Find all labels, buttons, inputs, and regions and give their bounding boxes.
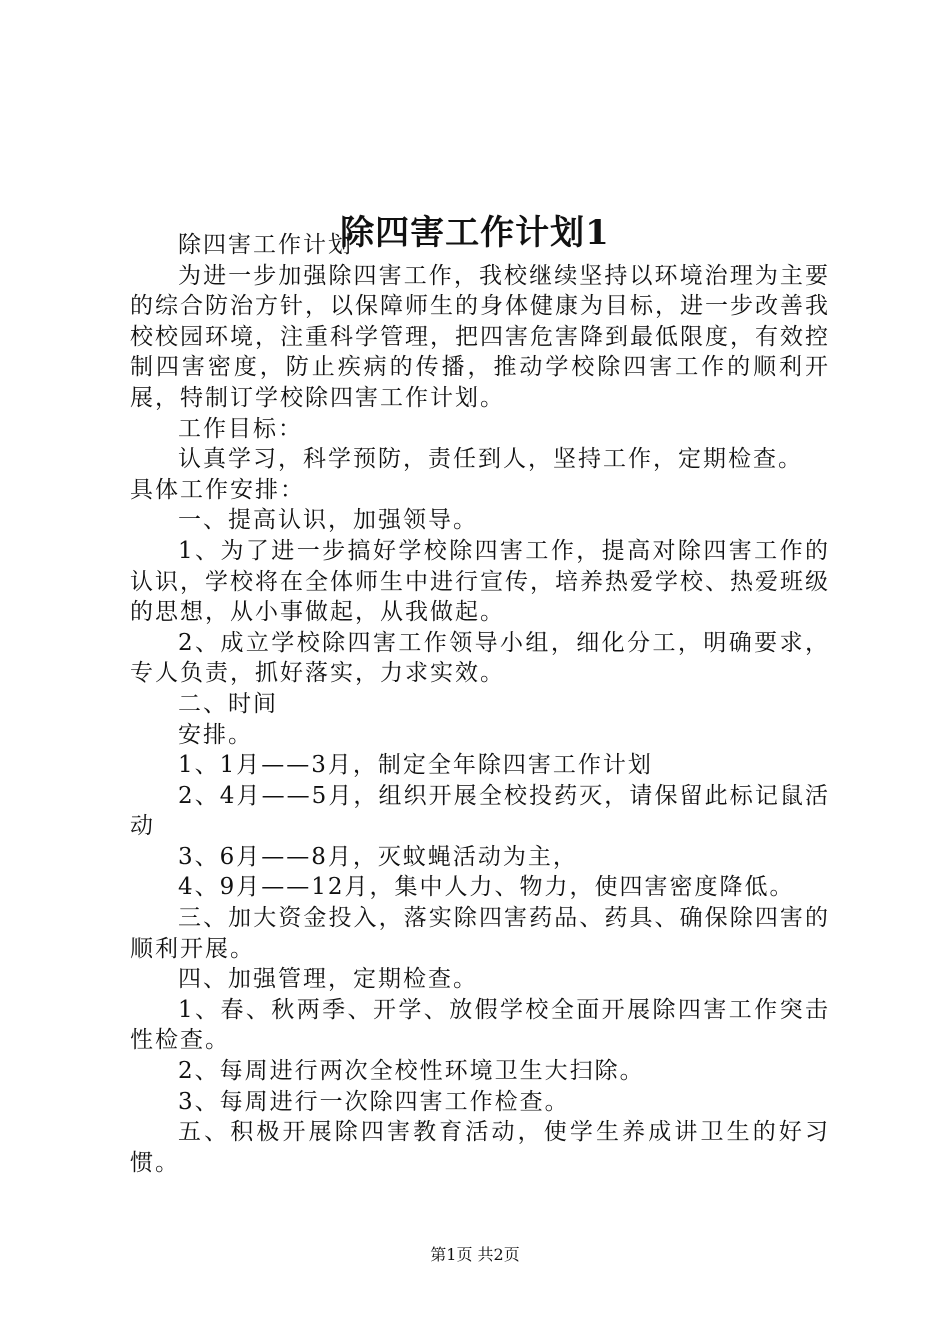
paragraph: 工作目标： xyxy=(178,415,303,442)
paragraph: 五、积极开展除四害教育活动，使学生养成讲卫生的好习惯。 xyxy=(130,1119,830,1176)
paragraph: 认真学习，科学预防，责任到人，坚持工作，定期检查。 xyxy=(178,446,803,473)
paragraph: 具体工作安排： xyxy=(130,476,305,503)
paragraph: 2、成立学校除四害工作领导小组，细化分工，明确要求，专人负责，抓好落实，力求实效。 xyxy=(130,629,830,687)
paragraph: 为进一步加强除四害工作，我校继续坚持以环境治理为主要的综合防治方针，以保障师生的身体健康为目标，进一步改善我校校园环境，注重科学管理，把四害危害降到最低限度，有效控制四害密度，防止疾病的传播，推动学校除四害工作的顺利开展，特制订学校除四害工作计划。 xyxy=(130,262,830,411)
paragraph: 1、为了进一步搞好学校除四害工作，提高对除四害工作的认识，学校将在全体师生中进行宣传，培养热爱学校、热爱班级的思想，从小事做起，从我做起。 xyxy=(130,537,830,626)
paragraph: 安排。 xyxy=(178,721,253,748)
paragraph: 一、提高认识，加强领导。 xyxy=(178,507,478,534)
paragraph: 3、6月——8月，灭蚊蝇活动为主， xyxy=(178,843,578,870)
paragraph: 二、时间 xyxy=(178,690,278,717)
document-title: 除四害工作计划1 xyxy=(340,212,610,253)
paragraph: 四、加强管理，定期检查。 xyxy=(178,966,478,993)
paragraph: 3、每周进行一次除四害工作检查。 xyxy=(178,1088,570,1115)
paragraph: 三、加大资金投入，落实除四害药品、药具、确保除四害的顺利开展。 xyxy=(130,905,830,962)
paragraph: 1、春、秋两季、开学、放假学校全面开展除四害工作突击性检查。 xyxy=(130,996,830,1054)
paragraph: 1、1月——3月，制定全年除四害工作计划 xyxy=(178,752,653,779)
paragraph: 4、9月——12月，集中人力、物力，使四害密度降低。 xyxy=(178,874,795,901)
paragraph: 2、每周进行两次全校性环境卫生大扫除。 xyxy=(178,1058,645,1085)
page-footer: 第1页 共2页 xyxy=(430,1245,520,1264)
paragraph: 2、4月——5月，组织开展全校投药灭，请保留此标记鼠活动 xyxy=(130,782,830,840)
paragraph: 除四害工作计划 xyxy=(178,232,353,258)
document-body xyxy=(130,230,830,1178)
